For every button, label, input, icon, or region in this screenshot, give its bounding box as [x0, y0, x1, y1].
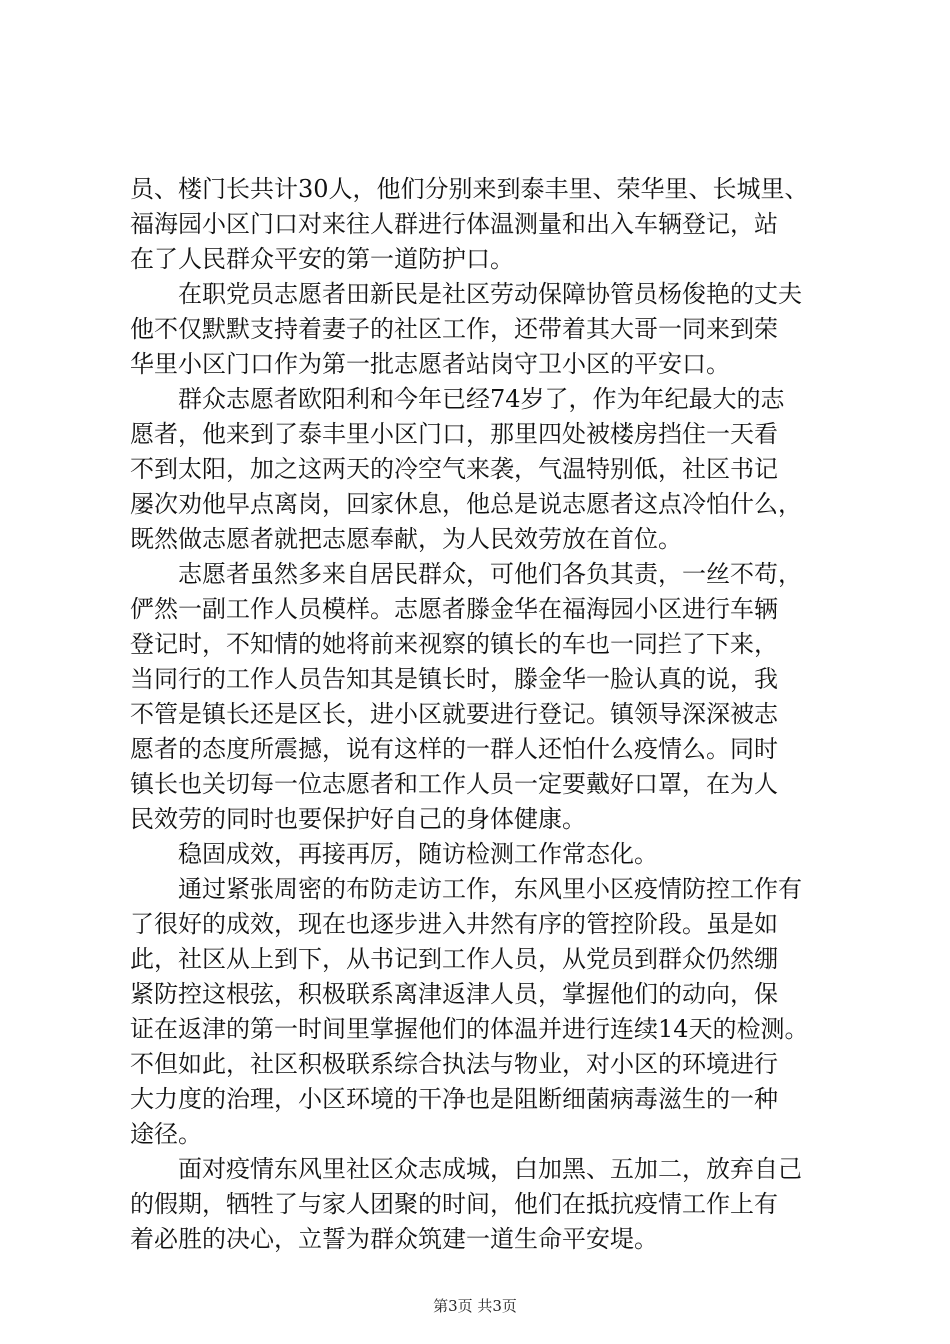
- text-line: 大力度的治理，小区环境的干净也是阻断细菌病毒滋生的一种: [130, 1085, 778, 1113]
- text-line: 紧防控这根弦，积极联系离津返津人员，掌握他们的动向，保: [130, 980, 778, 1008]
- text-line: 群众志愿者欧阳利和今年已经74岁了，作为年纪最大的志: [130, 385, 785, 413]
- page-footer: [0, 1296, 950, 1316]
- text-line: 不管是镇长还是区长，进小区就要进行登记。镇领导深深被志: [130, 700, 778, 728]
- text-line: 不但如此，社区积极联系综合执法与物业，对小区的环境进行: [130, 1050, 778, 1078]
- text-line: 在了人民群众平安的第一道防护口。: [130, 245, 514, 273]
- text-line: 既然做志愿者就把志愿奉献，为人民效劳放在首位。: [130, 525, 682, 553]
- text-line: 镇长也关切每一位志愿者和工作人员一定要戴好口罩，在为人: [130, 770, 778, 798]
- text-line: 了很好的成效，现在也逐步进入井然有序的管控阶段。虽是如: [130, 910, 778, 938]
- text-line: 志愿者虽然多来自居民群众，可他们各负其责，一丝不苟，: [130, 560, 802, 588]
- text-line: 华里小区门口作为第一批志愿者站岗守卫小区的平安口。: [130, 350, 730, 378]
- text-line: 民效劳的同时也要保护好自己的身体健康。: [130, 805, 586, 833]
- text-line: 着必胜的决心，立誓为群众筑建一道生命平安堤。: [130, 1225, 658, 1253]
- text-line: 途径。: [130, 1120, 202, 1148]
- text-line: 登记时，不知情的她将前来视察的镇长的车也一同拦了下来，: [130, 630, 778, 658]
- text-line: 证在返津的第一时间里掌握他们的体温并进行连续14天的检测。: [130, 1015, 809, 1043]
- document-body: [130, 172, 830, 1257]
- text-line: 员、楼门长共计30人，他们分别来到泰丰里、荣华里、长城里、: [130, 175, 809, 203]
- text-line: 不到太阳，加之这两天的冷空气来袭，气温特别低，社区书记: [130, 455, 778, 483]
- text-line: 通过紧张周密的布防走访工作，东风里小区疫情防控工作有: [130, 875, 802, 903]
- text-line: 福海园小区门口对来往人群进行体温测量和出入车辆登记，站: [130, 210, 778, 238]
- text-line: 的假期，牺牲了与家人团聚的时间，他们在抵抗疫情工作上有: [130, 1190, 778, 1218]
- text-line: 愿者，他来到了泰丰里小区门口，那里四处被楼房挡住一天看: [130, 420, 778, 448]
- text-line: 稳固成效，再接再厉，随访检测工作常态化。: [130, 840, 658, 868]
- text-line: 此，社区从上到下，从书记到工作人员，从党员到群众仍然绷: [130, 945, 778, 973]
- page-number: 第3页 共3页: [433, 1297, 517, 1315]
- text-line: 俨然一副工作人员模样。志愿者滕金华在福海园小区进行车辆: [130, 595, 778, 623]
- text-line: 当同行的工作人员告知其是镇长时，滕金华一脸认真的说，我: [130, 665, 778, 693]
- text-line: 他不仅默默支持着妻子的社区工作，还带着其大哥一同来到荣: [130, 315, 778, 343]
- text-line: 愿者的态度所震撼，说有这样的一群人还怕什么疫情么。同时: [130, 735, 778, 763]
- text-line: 屡次劝他早点离岗，回家休息，他总是说志愿者这点冷怕什么，: [130, 490, 802, 518]
- text-line: 面对疫情东风里社区众志成城，白加黑、五加二，放弃自己: [130, 1155, 802, 1183]
- text-line: 在职党员志愿者田新民是社区劳动保障协管员杨俊艳的丈夫: [130, 280, 802, 308]
